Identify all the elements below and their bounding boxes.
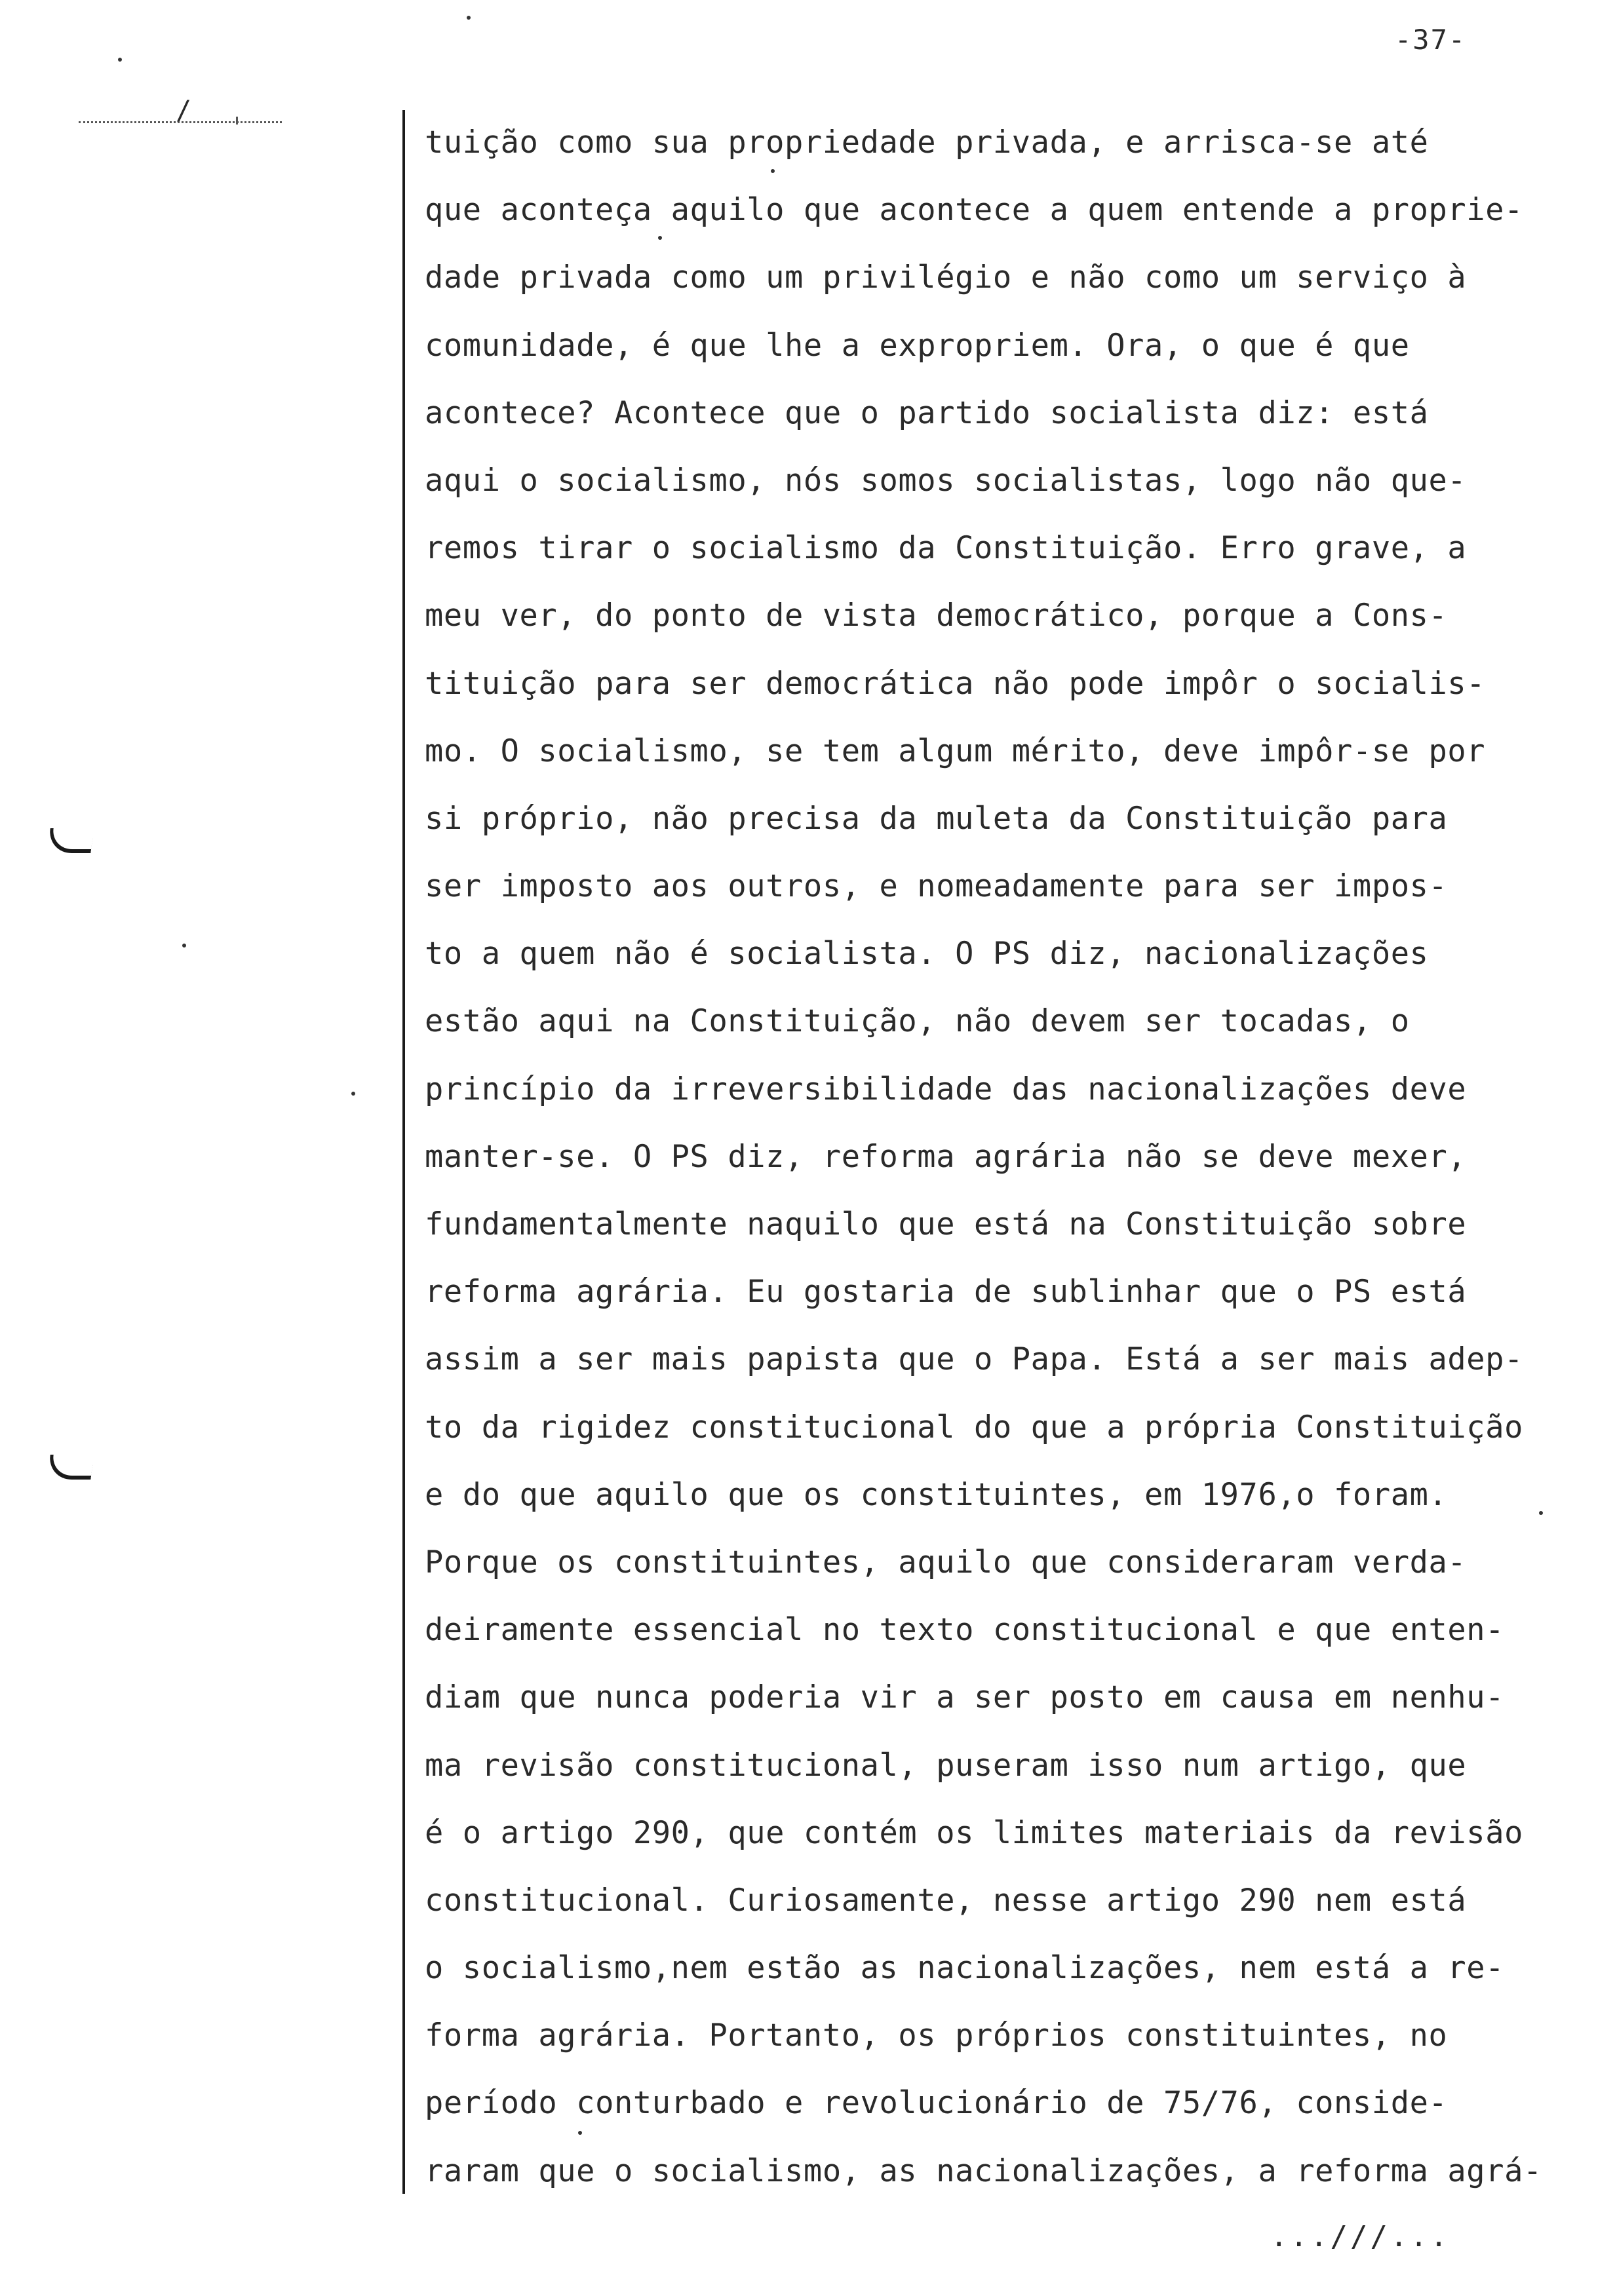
text-line: ma revisão constitucional, puseram isso num artigo, que	[425, 1747, 1467, 1784]
binder-hole-mark-icon	[47, 1455, 94, 1480]
text-line: princípio da irreversibilidade das nacionalizações deve	[425, 1071, 1467, 1107]
text-line: comunidade, é que lhe a expropriem. Ora, o que é que	[425, 327, 1410, 364]
margin-slash-mark: /	[176, 96, 192, 126]
text-line: assim a ser mais papista que o Papa. Está a ser mais adep-	[425, 1341, 1523, 1378]
left-margin-line	[402, 110, 405, 2194]
text-line: fundamentalmente naquilo que está na Constituição sobre	[425, 1206, 1467, 1242]
text-line: que aconteça aquilo que acontece a quem entende a proprie-	[425, 192, 1523, 229]
text-line: o socialismo,nem estão as nacionalizações, nem está a re-	[425, 1950, 1505, 1987]
text-line: diam que nunca poderia vir a ser posto em causa em nenhu-	[425, 1679, 1505, 1716]
text-line: reforma agrária. Eu gostaria de sublinhar que o PS está	[425, 1274, 1467, 1311]
text-line: meu ver, do ponto de vista democrático, porque a Cons-	[425, 598, 1448, 634]
text-line: tuição como sua propriedade privada, e arrisca-se até	[425, 124, 1429, 161]
text-line: estão aqui na Constituição, não devem ser tocadas, o	[425, 1003, 1410, 1040]
paper-speck	[182, 944, 186, 947]
text-line: mo. O socialismo, se tem algum mérito, deve impôr-se por	[425, 733, 1486, 769]
text-line: si próprio, não precisa da muleta da Constituição para	[425, 800, 1448, 837]
text-line: ser imposto aos outros, e nomeadamente para ser impos-	[425, 868, 1448, 905]
text-line: aqui o socialismo, nós somos socialistas, logo não que-	[425, 462, 1467, 499]
text-line: tituição para ser democrática não pode impôr o socialis-	[425, 665, 1486, 702]
paper-speck	[118, 58, 122, 62]
text-line: acontece? Acontece que o partido socialista diz: está	[425, 394, 1429, 431]
binder-hole-mark-icon	[47, 828, 94, 853]
text-line: deiramente essencial no texto constitucional e que enten-	[425, 1612, 1505, 1649]
text-line: raram que o socialismo, as nacionalizações, a reforma agrá-	[425, 2152, 1542, 2189]
margin-tick-mark	[236, 117, 238, 124]
text-line: Porque os constituintes, aquilo que consideraram verda-	[425, 1544, 1467, 1580]
margin-dotted-rule	[79, 96, 282, 126]
page-number: -37-	[1395, 24, 1467, 56]
body-text	[425, 109, 1598, 2205]
text-line: to da rigidez constitucional do que a própria Constituição	[425, 1409, 1523, 1445]
paper-speck	[351, 1092, 355, 1096]
continuation-mark: ...///...	[1270, 2220, 1450, 2253]
text-line: e do que aquilo que os constituintes, em 1976,o foram.	[425, 1476, 1448, 1513]
text-line: remos tirar o socialismo da Constituição. Erro grave, a	[425, 530, 1467, 567]
text-line: manter-se. O PS diz, reforma agrária não se deve mexer,	[425, 1138, 1467, 1175]
text-line: é o artigo 290, que contém os limites materiais da revisão	[425, 1814, 1523, 1851]
text-line: período conturbado e revolucionário de 75/76, conside-	[425, 2085, 1448, 2122]
text-line: to a quem não é socialista. O PS diz, nacionalizações	[425, 936, 1429, 972]
text-line: constitucional. Curiosamente, nesse artigo 290 nem está	[425, 1882, 1467, 1919]
text-line: dade privada como um privilégio e não como um serviço à	[425, 259, 1467, 296]
text-line: forma agrária. Portanto, os próprios constituintes, no	[425, 2018, 1448, 2054]
paper-speck	[467, 16, 471, 20]
